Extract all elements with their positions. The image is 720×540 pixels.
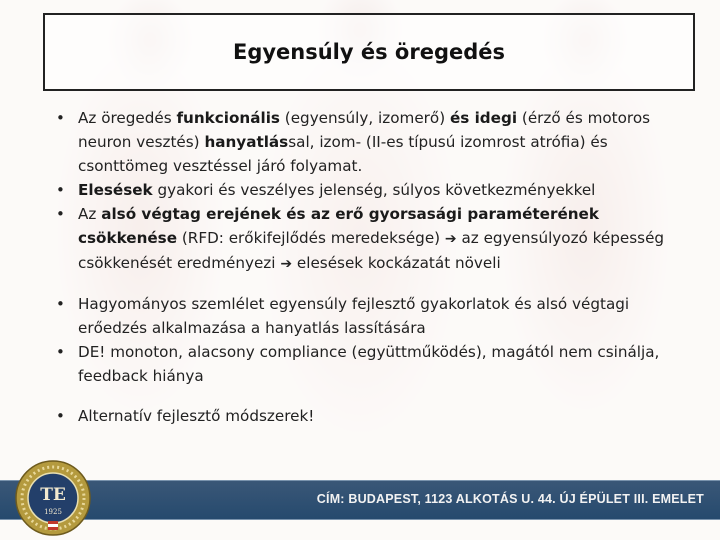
bullet-item bbox=[0, 178, 688, 202]
logo-year: 1925 bbox=[44, 508, 62, 516]
bullet-text: Elesések gyakori és veszélyes jelenség, súlyos következményekkel bbox=[78, 181, 596, 199]
bullet-item bbox=[0, 292, 688, 340]
bullet-list bbox=[0, 106, 720, 428]
bullet-text: Az alsó végtag erejének és az erő gyorsasági paraméterének csökkenése (RFD: erőkifejlődés meredeksége) ➔ az egyensúlyozó képesség csökkenését eredményezi ➔ elesések kockázatát növeli bbox=[78, 205, 665, 272]
bullet-item bbox=[0, 106, 688, 178]
title-box bbox=[43, 13, 695, 91]
bullet-text: Alternatív fejlesztő módszerek! bbox=[78, 407, 315, 425]
bullet-glyph: • bbox=[56, 407, 65, 425]
bullet-text: DE! monoton, alacsony compliance (együttműködés), magától nem csinálja, feedback hiánya bbox=[78, 343, 660, 385]
bullet-item bbox=[0, 404, 688, 428]
bullet-glyph: • bbox=[56, 295, 65, 313]
logo-letters: TE bbox=[40, 485, 66, 505]
university-seal-logo bbox=[14, 459, 92, 537]
bullet-text: Hagyományos szemlélet egyensúly fejlesztő gyakorlatok és alsó végtagi erőedzés alkalmazása a hanyatlás lassítására bbox=[78, 295, 630, 337]
bullet-glyph: • bbox=[56, 205, 65, 223]
bullet-glyph: • bbox=[56, 181, 65, 199]
bullet-text: Az öregedés funkcionális (egyensúly, izomerő) és idegi (érző és motoros neuron vesztés) hanyatlással, izom- (II-es típusú izomrost atrófia) és csonttömeg vesztéssel járó folyamat. bbox=[78, 109, 651, 175]
bullet-item bbox=[0, 202, 688, 276]
slide-title: Egyensúly és öregedés bbox=[232, 40, 506, 64]
footer-bar bbox=[0, 480, 720, 520]
footer-address: CÍM: BUDAPEST, 1123 ALKOTÁS U. 44. ÚJ ÉPÜLET III. EMELET bbox=[316, 492, 704, 506]
bullet-glyph: • bbox=[56, 109, 65, 127]
bullet-glyph: • bbox=[56, 343, 65, 361]
bullet-item bbox=[0, 340, 688, 388]
